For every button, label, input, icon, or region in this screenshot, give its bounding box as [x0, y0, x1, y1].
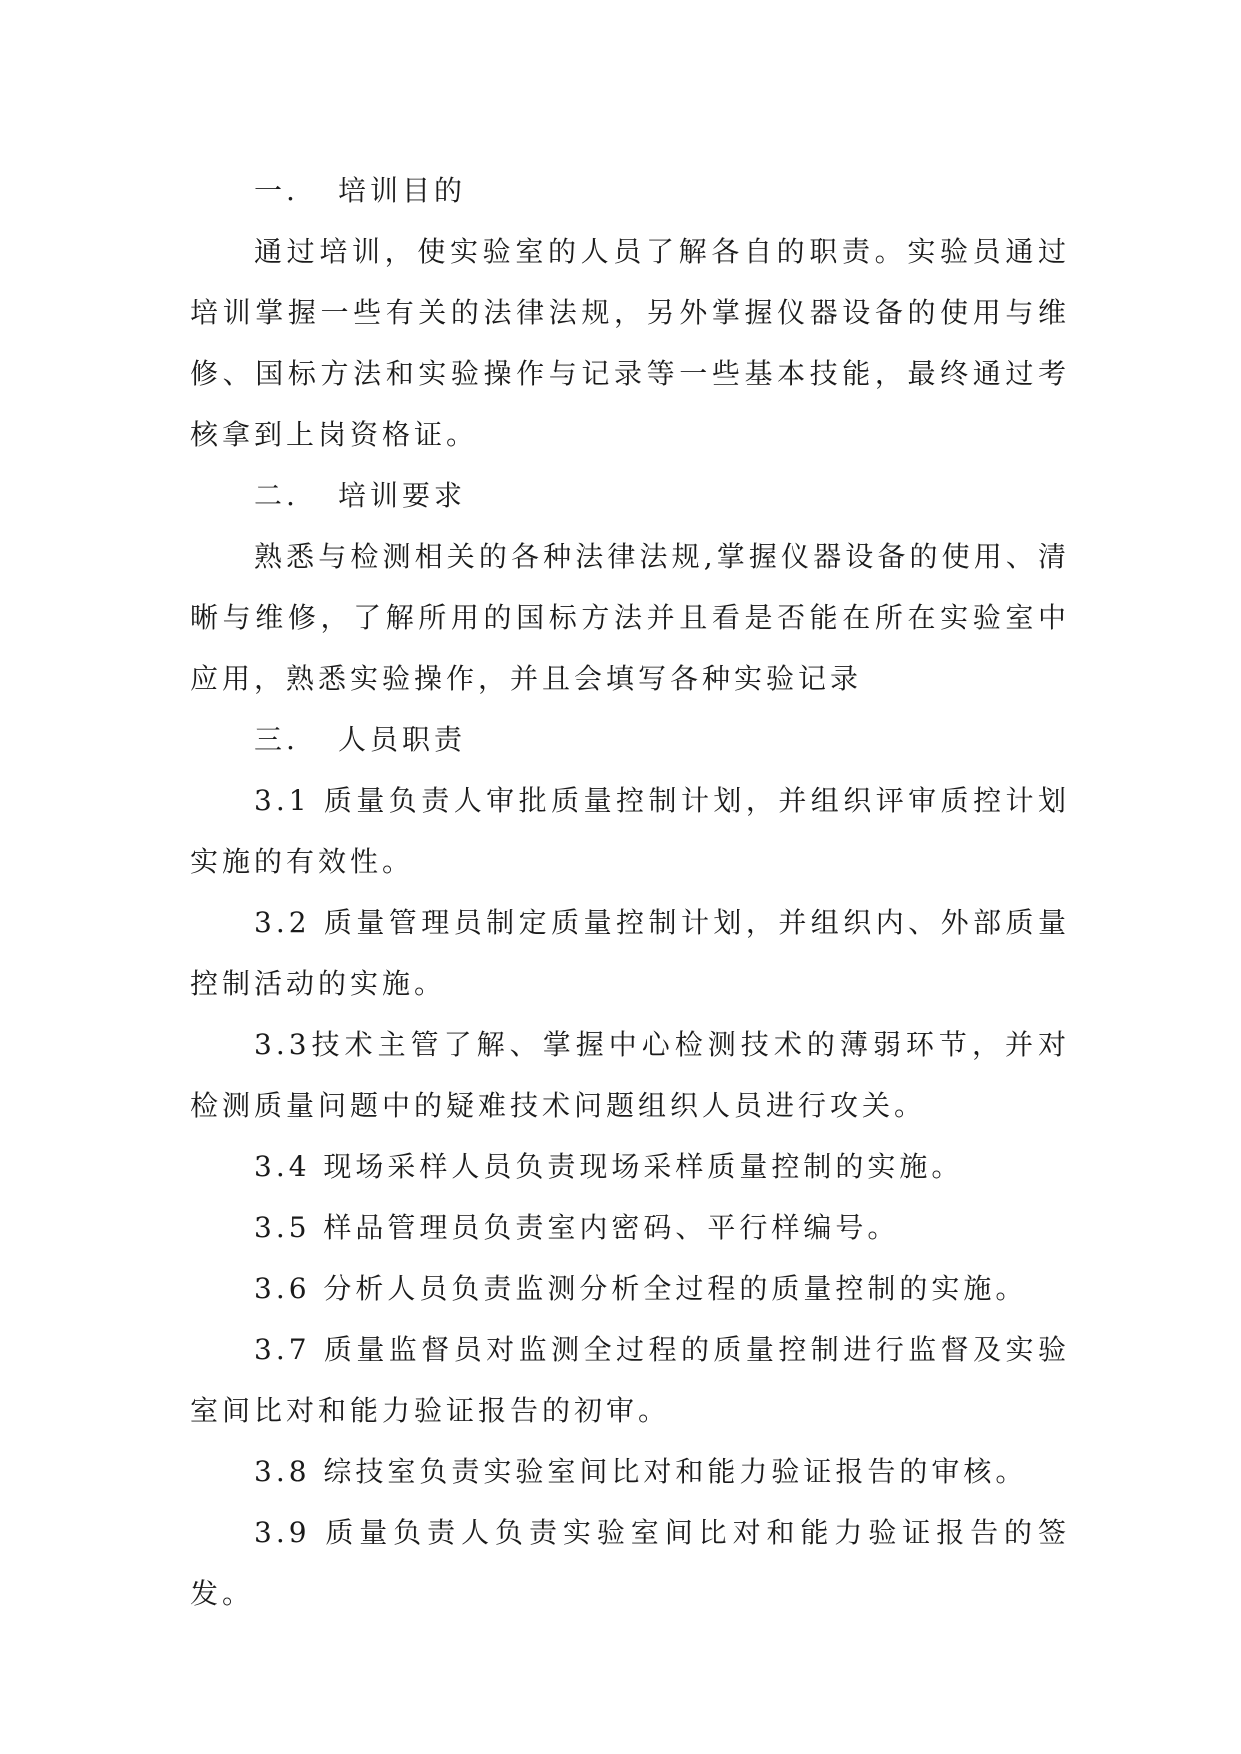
duty-item-3-8: 3.8 综技室负责实验室间比对和能力验证报告的审核。 — [254, 1455, 1028, 1488]
section-number: 一. — [254, 174, 299, 207]
paragraph: 熟悉与检测相关的各种法律法规,掌握仪器设备的使用、清晰与维修，了解所用的国标方法并且看是否能在所在实验室中应用，熟悉实验操作，并且会填写各种实验记录 — [190, 540, 1070, 695]
duty-item-3-1: 3.1 质量负责人审批质量控制计划，并组织评审质控计划实施的有效性。 — [190, 784, 1070, 878]
duty-item-3-3: 3.3技术主管了解、掌握中心检测技术的薄弱环节，并对检测质量问题中的疑难技术问题组织人员进行攻关。 — [190, 1028, 1070, 1122]
section-heading-3 — [190, 709, 1070, 770]
duty-item-3-9: 3.9 质量负责人负责实验室间比对和能力验证报告的签发。 — [190, 1516, 1070, 1610]
duty-item-3-2: 3.2 质量管理员制定质量控制计划，并组织内、外部质量控制活动的实施。 — [190, 906, 1070, 1000]
section-number: 二. — [254, 479, 299, 512]
duty-item-3-7: 3.7 质量监督员对监测全过程的质量控制进行监督及实验室间比对和能力验证报告的初审。 — [190, 1333, 1070, 1427]
section-title: 人员职责 — [338, 723, 467, 756]
duty-item-3-4: 3.4 现场采样人员负责现场采样质量控制的实施。 — [254, 1150, 964, 1183]
paragraph: 通过培训，使实验室的人员了解各自的职责。实验员通过培训掌握一些有关的法律法规，另外掌握仪器设备的使用与维修、国标方法和实验操作与记录等一些基本技能，最终通过考核拿到上岗资格证。 — [190, 235, 1070, 451]
section-number: 三. — [254, 723, 299, 756]
section-heading-2 — [190, 465, 1070, 526]
duty-item-3-5: 3.5 样品管理员负责室内密码、平行样编号。 — [254, 1211, 900, 1244]
section-heading-1 — [190, 160, 1070, 221]
document-body — [190, 160, 1070, 1624]
section-title: 培训要求 — [338, 479, 467, 512]
section-title: 培训目的 — [338, 174, 467, 207]
duty-item-3-6: 3.6 分析人员负责监测分析全过程的质量控制的实施。 — [254, 1272, 1028, 1305]
